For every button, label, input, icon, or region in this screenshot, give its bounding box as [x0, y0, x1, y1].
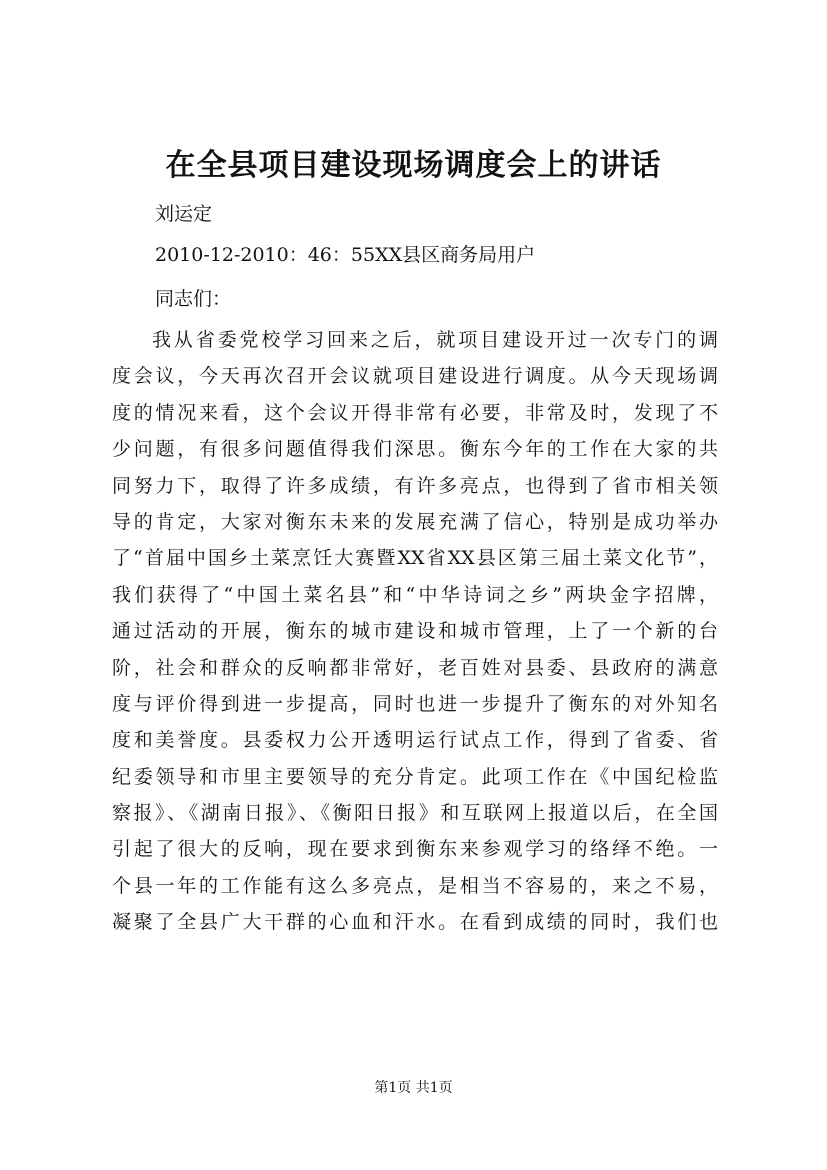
- body-paragraph: [112, 322, 718, 1030]
- author-name: 刘运定: [155, 203, 213, 225]
- body-line: 同努力下，取得了许多成绩，有许多亮点，也得到了省市相关领: [112, 474, 718, 497]
- greeting: 同志们：: [155, 288, 232, 310]
- body-line: 了“首届中国乡土菜烹饪大赛暨XX省XX县区第三届土菜文化节”，: [112, 547, 718, 570]
- body-line: 纪委领导和市里主要领导的充分肯定。此项工作在《中国纪检监: [112, 765, 718, 788]
- body-line: 凝聚了全县广大干群的心血和汗水。在看到成绩的同时，我们也: [112, 911, 718, 934]
- body-line: 度的情况来看，这个会议开得非常有必要，非常及时，发现了不: [112, 401, 718, 424]
- body-line: 引起了很大的反响，现在要求到衡东来参观学习的络绎不绝。一: [112, 838, 718, 861]
- body-line: 察报》、《湖南日报》、《衡阳日报》和互联网上报道以后，在全国: [112, 802, 718, 825]
- body-line: 度与评价得到进一步提高，同时也进一步提升了衡东的对外知名: [112, 692, 718, 715]
- dateline: 2010-12-2010：46：55XX县区商务局用户: [155, 244, 536, 266]
- body-line: 导的肯定，大家对衡东未来的发展充满了信心，特别是成功举办: [112, 510, 718, 533]
- document-title: 在全县项目建设现场调度会上的讲话: [165, 148, 662, 183]
- page-number: 第1页 共1页: [374, 1080, 453, 1096]
- body-line: 度和美誉度。县委权力公开透明运行试点工作，得到了省委、省: [112, 729, 718, 752]
- body-line: 我们获得了“中国土菜名县”和“中华诗词之乡”两块金字招牌，: [112, 583, 718, 606]
- body-line: 少问题，有很多问题值得我们深思。衡东今年的工作在大家的共: [112, 438, 718, 461]
- body-line: 阶，社会和群众的反响都非常好，老百姓对县委、县政府的满意: [112, 656, 718, 679]
- body-line: 个县一年的工作能有这么多亮点，是相当不容易的，来之不易，: [112, 874, 718, 897]
- body-line: 我从省委党校学习回来之后，就项目建设开过一次专门的调: [152, 329, 718, 351]
- body-line: 度会议，今天再次召开会议就项目建设进行调度。从今天现场调: [112, 365, 718, 388]
- body-line: 通过活动的开展，衡东的城市建设和城市管理，上了一个新的台: [112, 620, 718, 643]
